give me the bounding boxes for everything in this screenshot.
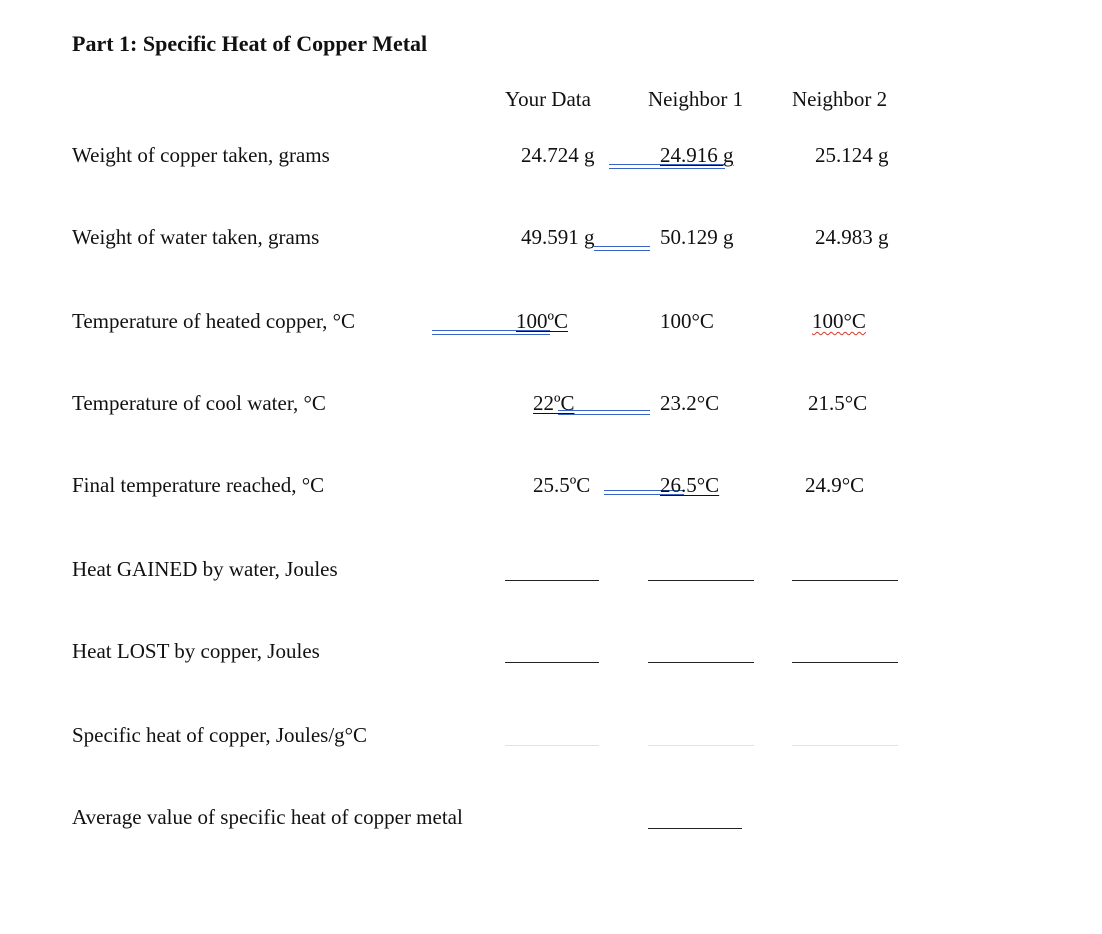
column-header-neighbor-1: Neighbor 1: [648, 87, 744, 111]
answer-blank-heat-lost-neighbor-1[interactable]: [648, 662, 754, 663]
cell-copper-weight-your-data: 24.724 g: [521, 143, 595, 167]
cell-final-temp-neighbor-2: 24.9°C: [805, 473, 865, 497]
answer-blank-heat-lost-neighbor-2[interactable]: [792, 662, 898, 663]
column-header-your-data: Your Data: [505, 87, 591, 111]
answer-blank-heat-lost-your-data[interactable]: [505, 662, 599, 663]
answer-blank-heat-gained-your-data[interactable]: [505, 580, 599, 581]
cell-final-temp-your-data: 25.5ºC: [533, 473, 591, 497]
answer-blank-specific-heat-neighbor-2[interactable]: [792, 745, 898, 746]
cell-heated-copper-temp-neighbor-1: 100°C: [660, 309, 714, 333]
answer-blank-heat-gained-neighbor-1[interactable]: [648, 580, 754, 581]
double-underline-mark: [558, 410, 650, 415]
cell-water-weight-your-data: 49.591 g: [521, 225, 595, 249]
cell-cool-water-temp-your-data: 22ºC: [533, 391, 575, 415]
answer-blank-specific-heat-your-data[interactable]: [505, 745, 599, 746]
row-label-specific-heat: Specific heat of copper, Joules/g°C: [72, 723, 368, 747]
cell-heated-copper-temp-neighbor-2: 100°C: [812, 309, 866, 333]
row-label-final-temp: Final temperature reached, °C: [72, 473, 325, 497]
answer-blank-specific-heat-neighbor-1[interactable]: [648, 745, 754, 746]
cell-water-weight-neighbor-2: 24.983 g: [815, 225, 889, 249]
cell-water-weight-neighbor-1: 50.129 g: [660, 225, 734, 249]
cell-cool-water-temp-neighbor-2: 21.5°C: [808, 391, 868, 415]
row-label-water-weight: Weight of water taken, grams: [72, 225, 320, 249]
answer-blank-average[interactable]: [648, 828, 742, 829]
page-title: Part 1: Specific Heat of Copper Metal: [72, 31, 428, 56]
row-label-heated-copper-temp: Temperature of heated copper, °C: [72, 309, 356, 333]
cell-heated-copper-temp-your-data: 100ºC: [516, 309, 569, 333]
cell-copper-weight-neighbor-2: 25.124 g: [815, 143, 889, 167]
average-label: Average value of specific heat of copper metal: [72, 805, 463, 829]
cell-final-temp-neighbor-1: 26.5°C: [660, 473, 720, 497]
row-label-heat-lost: Heat LOST by copper, Joules: [72, 639, 320, 663]
column-header-neighbor-2: Neighbor 2: [792, 87, 888, 111]
row-label-cool-water-temp: Temperature of cool water, °C: [72, 391, 326, 415]
double-underline-mark: [594, 246, 650, 251]
cell-copper-weight-neighbor-1: 24.916 g: [660, 143, 734, 167]
row-label-copper-weight: Weight of copper taken, grams: [72, 143, 330, 167]
row-label-heat-gained: Heat GAINED by water, Joules: [72, 557, 338, 581]
cell-cool-water-temp-neighbor-1: 23.2°C: [660, 391, 720, 415]
answer-blank-heat-gained-neighbor-2[interactable]: [792, 580, 898, 581]
